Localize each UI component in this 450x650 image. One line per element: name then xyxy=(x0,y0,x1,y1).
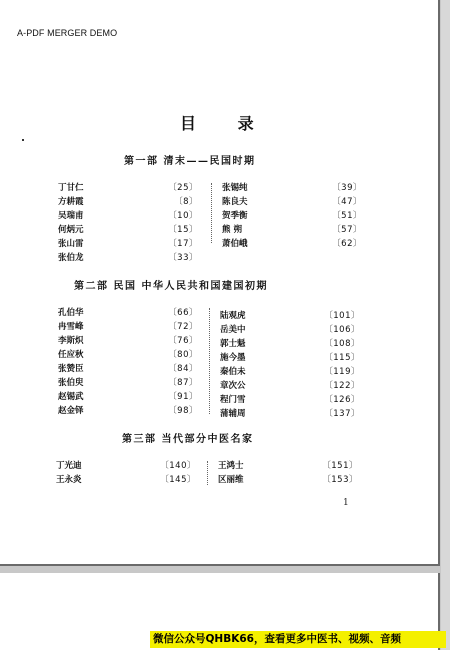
toc-entry[interactable]: 郭士魁 〔108〕 xyxy=(220,339,360,349)
toc-entry[interactable]: 区丽维 〔153〕 xyxy=(218,475,358,485)
section-heading-2: 第二部 民国 中华人民共和国建国初期 xyxy=(74,281,268,292)
section-1-left-column xyxy=(58,181,198,265)
page-number: 1 xyxy=(343,498,349,508)
toc-entry[interactable]: 张伯龙 〔33〕 xyxy=(58,253,198,263)
toc-entry[interactable]: 张伯臾 〔87〕 xyxy=(58,378,198,388)
toc-entry[interactable]: 施今墨 〔115〕 xyxy=(220,353,360,363)
toc-entry[interactable]: 熊 朔 〔57〕 xyxy=(222,225,362,235)
section-2-left-column xyxy=(58,306,198,418)
page-title: 目 录 xyxy=(180,114,272,133)
toc-entry[interactable]: 王鸿士 〔151〕 xyxy=(218,461,358,471)
toc-entry[interactable]: 丁甘仁 〔25〕 xyxy=(58,183,198,193)
toc-entry[interactable]: 丁光迪 〔140〕 xyxy=(56,461,196,471)
toc-entry[interactable]: 孔伯华 〔66〕 xyxy=(58,308,198,318)
toc-entry[interactable]: 蒲辅周 〔137〕 xyxy=(220,409,360,419)
column-divider xyxy=(207,461,208,485)
section-2-right-column xyxy=(220,309,360,421)
section-heading-1: 第一部 清末——民国时期 xyxy=(124,156,256,167)
toc-entry[interactable]: 吴瑞甫 〔10〕 xyxy=(58,211,198,221)
toc-entry[interactable]: 任应秋 〔80〕 xyxy=(58,350,198,360)
promo-banner: 微信公众号QHBK66，查看更多中医书、视频、音频 xyxy=(150,631,446,648)
watermark-text: A-PDF MERGER DEMO xyxy=(17,28,118,38)
stray-mark xyxy=(22,139,24,141)
toc-entry[interactable]: 贺季衡 〔51〕 xyxy=(222,211,362,221)
toc-entry[interactable]: 张赞臣 〔84〕 xyxy=(58,364,198,374)
toc-entry[interactable]: 萧伯峨 〔62〕 xyxy=(222,239,362,249)
toc-entry[interactable]: 赵金铎 〔98〕 xyxy=(58,406,198,416)
toc-entry[interactable]: 方耕霞 〔8〕 xyxy=(58,197,198,207)
toc-entry[interactable]: 陆观虎 〔101〕 xyxy=(220,311,360,321)
section-1-right-column xyxy=(222,181,362,251)
toc-entry[interactable]: 李斯炽 〔76〕 xyxy=(58,336,198,346)
toc-entry[interactable]: 章次公 〔122〕 xyxy=(220,381,360,391)
toc-entry[interactable]: 陈良夫 〔47〕 xyxy=(222,197,362,207)
toc-entry[interactable]: 秦伯未 〔119〕 xyxy=(220,367,360,377)
toc-entry[interactable]: 冉雪峰 〔72〕 xyxy=(58,322,198,332)
scrollbar-track[interactable] xyxy=(441,0,450,650)
section-heading-3: 第三部 当代部分中医名家 xyxy=(122,434,254,445)
toc-entry[interactable]: 张锡纯 〔39〕 xyxy=(222,183,362,193)
toc-entry[interactable]: 何炳元 〔15〕 xyxy=(58,225,198,235)
toc-entry[interactable]: 岳美中 〔106〕 xyxy=(220,325,360,335)
toc-entry[interactable]: 赵锡武 〔91〕 xyxy=(58,392,198,402)
toc-entry[interactable]: 程门雪 〔126〕 xyxy=(220,395,360,405)
toc-entry[interactable]: 张山雷 〔17〕 xyxy=(58,239,198,249)
toc-entry[interactable]: 王永炎 〔145〕 xyxy=(56,475,196,485)
column-divider xyxy=(209,308,210,414)
section-3-left-column xyxy=(56,459,196,487)
section-3-right-column xyxy=(218,459,358,487)
column-divider xyxy=(211,183,212,243)
